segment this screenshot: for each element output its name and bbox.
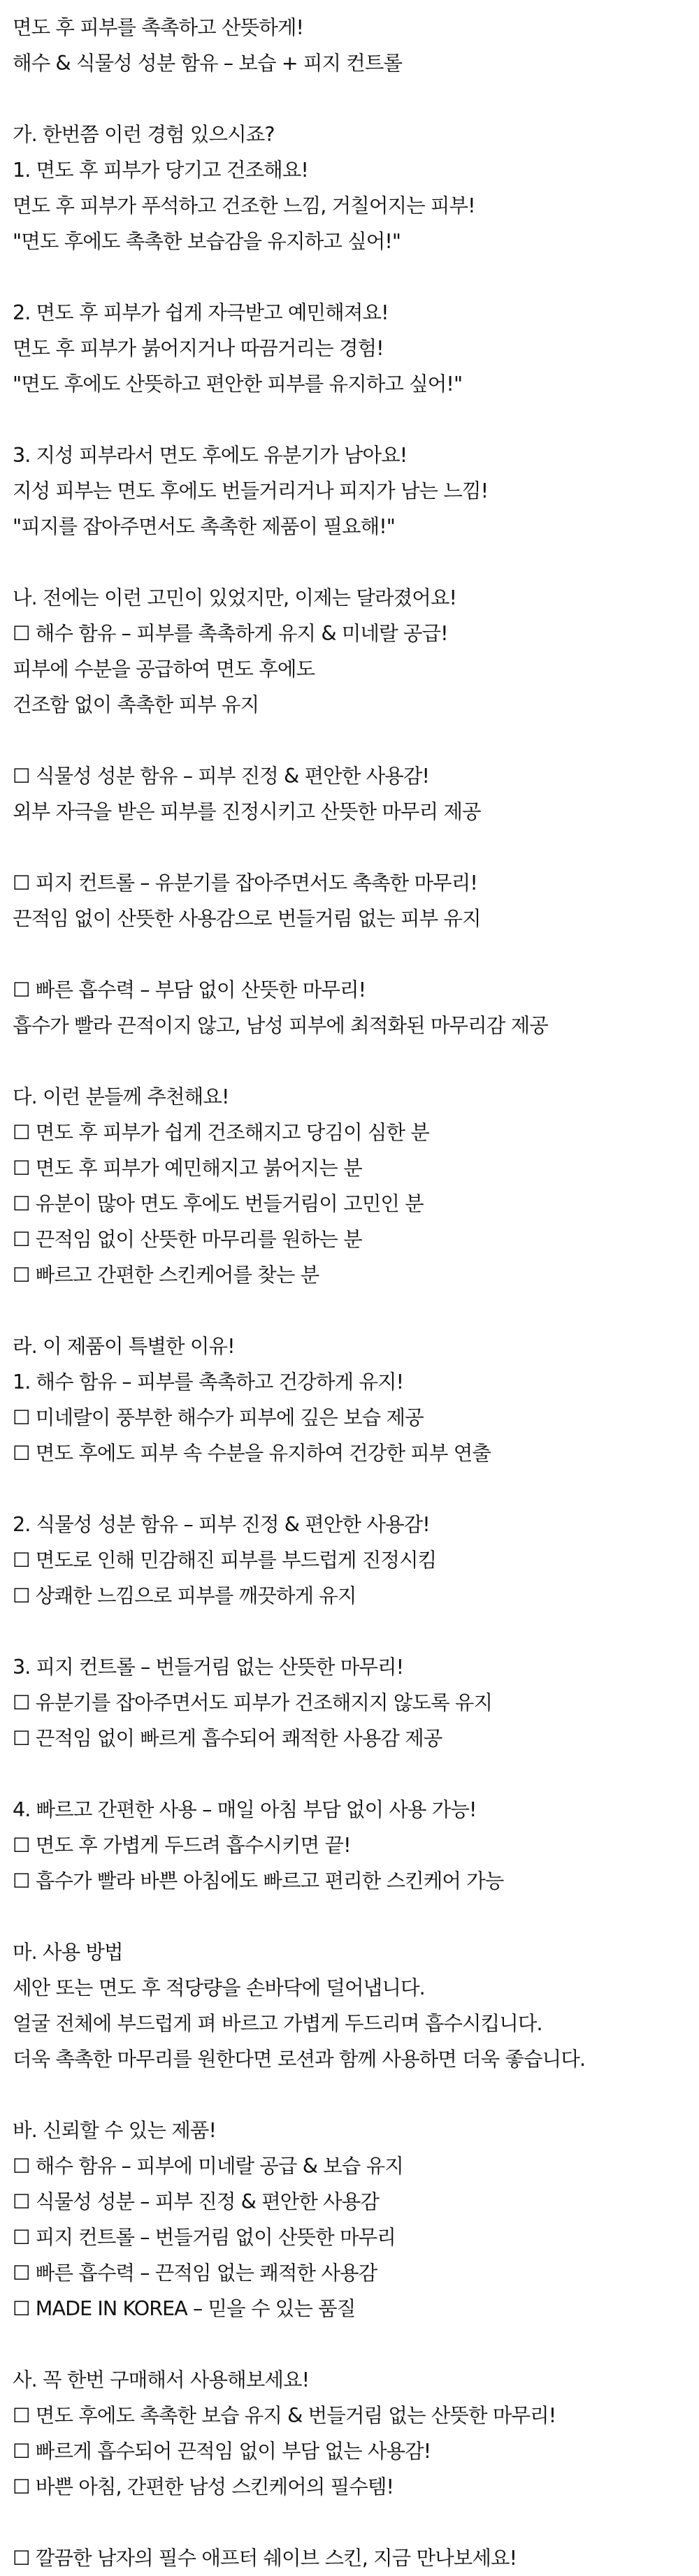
list-item: ☐ 빠른 흡수력 – 끈적임 없는 쾌적한 사용감 xyxy=(13,2262,377,2285)
section-ga-p3-quote: "피지를 잡아주면서도 촉촉한 제품이 필요해!" xyxy=(13,515,395,538)
list-item: ☐ 면도 후 피부가 쉽게 건조해지고 당김이 심한 분 xyxy=(13,1121,429,1144)
section-ba-heading: 바. 신뢰할 수 있는 제품! xyxy=(13,2119,217,2142)
section-ga-p2-text: 면도 후 피부가 붉어지거나 따끔거리는 경험! xyxy=(13,337,384,360)
spacer xyxy=(13,259,699,295)
section-na-p4-title: ☐ 빠른 흡수력 – 부담 없이 산뜻한 마무리! xyxy=(13,978,366,1001)
section-na-heading: 나. 전에는 이런 고민이 있었지만, 이제는 달라졌어요! xyxy=(13,586,457,609)
section-ra-p4-title: 4. 빠르고 간편한 사용 – 매일 아침 부담 없이 사용 가능! xyxy=(13,1798,477,1821)
spacer xyxy=(13,2505,699,2540)
list-item: ☐ 흡수가 빨라 바쁜 아침에도 빠르고 편리한 스킨케어 가능 xyxy=(13,1869,504,1893)
section-na-p1-title: ☐ 해수 함유 – 피부를 촉촉하게 유지 & 미네랄 공급! xyxy=(13,622,448,645)
list-item: ☐ 상쾌한 느낌으로 피부를 깨끗하게 유지 xyxy=(13,1584,356,1607)
section-ga-p1-text: 면도 후 피부가 푸석하고 건조한 느낌, 거칠어지는 피부! xyxy=(13,194,475,217)
section-na-p1-text: 피부에 수분을 공급하여 면도 후에도 xyxy=(13,658,315,681)
section-ga-p3-text: 지성 피부는 면도 후에도 번들거리거나 피지가 남는 느낌! xyxy=(13,479,489,502)
section-na-p1-text: 건조함 없이 촉촉한 피부 유지 xyxy=(13,693,259,716)
spacer xyxy=(13,2327,699,2362)
spacer xyxy=(13,1756,699,1792)
section-da-heading: 다. 이런 분들께 추천해요! xyxy=(13,1085,229,1108)
spacer xyxy=(13,544,699,580)
spacer xyxy=(13,81,699,117)
list-item: ☐ 면도로 인해 민감해진 피부를 부드럽게 진정시킴 xyxy=(13,1549,437,1572)
spacer xyxy=(13,936,699,972)
section-ga-p3-title: 3. 지성 피부라서 면도 후에도 유분기가 남아요! xyxy=(13,444,408,467)
intro-title: 면도 후 피부를 촉촉하고 산뜻하게! xyxy=(13,16,303,39)
section-na-p4-text: 흡수가 빨라 끈적이지 않고, 남성 피부에 최적화된 마무리감 제공 xyxy=(13,1014,548,1037)
list-item: ☐ 끈적임 없이 산뜻한 마무리를 원하는 분 xyxy=(13,1228,362,1251)
section-ra-p1-title: 1. 해수 함유 – 피부를 촉촉하고 건강하게 유지! xyxy=(13,1370,404,1394)
spacer xyxy=(13,1899,699,1934)
usage-step: 더욱 촉촉한 마무리를 원한다면 로션과 함께 사용하면 더욱 좋습니다. xyxy=(13,2048,586,2071)
list-item: ☐ 빠르고 간편한 스킨케어를 찾는 분 xyxy=(13,1264,319,1287)
list-item: ☐ 면도 후에도 촉촉한 보습 유지 & 번들거림 없는 산뜻한 마무리! xyxy=(13,2404,556,2427)
section-na-p2-text: 외부 자극을 받은 피부를 진정시키고 산뜻한 마무리 제공 xyxy=(13,800,481,823)
section-sa-heading: 사. 꼭 한번 구매해서 사용해보세요! xyxy=(13,2368,310,2392)
section-na-p2-title: ☐ 식물성 성분 함유 – 피부 진정 & 편안한 사용감! xyxy=(13,765,430,788)
section-ra-heading: 라. 이 제품이 특별한 이유! xyxy=(13,1335,235,1358)
section-na-p3-title: ☐ 피지 컨트롤 – 유분기를 잡아주면서도 촉촉한 마무리! xyxy=(13,871,477,895)
spacer xyxy=(13,1043,699,1079)
spacer xyxy=(13,402,699,437)
section-ga-p2-quote: "면도 후에도 산뜻하고 편안한 피부를 유지하고 싶어!" xyxy=(13,372,463,396)
section-ga-heading: 가. 한번쯤 이런 경험 있으시죠? xyxy=(13,123,275,146)
spacer xyxy=(13,1614,699,1649)
list-item: ☐ 빠르게 흡수되어 끈적임 없이 부담 없는 사용감! xyxy=(13,2440,431,2463)
spacer xyxy=(13,830,699,865)
list-item: ☐ 면도 후에도 피부 속 수분을 유지하여 건강한 피부 연출 xyxy=(13,1442,491,1465)
list-item: ☐ 유분이 많아 면도 후에도 번들거림이 고민인 분 xyxy=(13,1192,424,1215)
list-item: ☐ 해수 함유 – 피부에 미네랄 공급 & 보습 유지 xyxy=(13,2155,403,2178)
spacer xyxy=(13,723,699,758)
section-ga-p1-quote: "면도 후에도 촉촉한 보습감을 유지하고 싶어!" xyxy=(13,230,401,253)
list-item: ☐ 끈적임 없이 빠르게 흡수되어 쾌적한 사용감 제공 xyxy=(13,1727,442,1750)
intro-subtitle: 해수 & 식물성 성분 함유 – 보습 + 피지 컨트롤 xyxy=(13,52,403,75)
closing-line: ☐ 깔끔한 남자의 필수 애프터 쉐이브 스킨, 지금 만나보세요! xyxy=(13,2547,517,2570)
spacer xyxy=(13,2077,699,2113)
list-item: ☐ MADE IN KOREA – 믿을 수 있는 품질 xyxy=(13,2297,356,2320)
list-item: ☐ 미네랄이 풍부한 해수가 피부에 깊은 보습 제공 xyxy=(13,1406,424,1429)
list-item: ☐ 피지 컨트롤 – 번들거림 없이 산뜻한 마무리 xyxy=(13,2226,396,2249)
section-na-p3-text: 끈적임 없이 산뜻한 사용감으로 번들거림 없는 피부 유지 xyxy=(13,907,481,930)
usage-step: 세안 또는 면도 후 적당량을 손바닥에 덜어냅니다. xyxy=(13,1976,425,1999)
list-item: ☐ 면도 후 가볍게 두드려 흡수시키면 끝! xyxy=(13,1834,351,1857)
section-ga-p1-title: 1. 면도 후 피부가 당기고 건조해요! xyxy=(13,159,308,182)
list-item: ☐ 바쁜 아침, 간편한 남성 스킨케어의 필수템! xyxy=(13,2475,394,2498)
list-item: ☐ 식물성 성분 – 피부 진정 & 편안한 사용감 xyxy=(13,2190,380,2213)
list-item: ☐ 유분기를 잡아주면서도 피부가 건조해지지 않도록 유지 xyxy=(13,1691,493,1714)
section-ma-heading: 마. 사용 방법 xyxy=(13,1941,123,1964)
section-ra-p2-title: 2. 식물성 성분 함유 – 피부 진정 & 편안한 사용감! xyxy=(13,1513,430,1536)
usage-step: 얼굴 전체에 부드럽게 펴 바르고 가볍게 두드리며 흡수시킵니다. xyxy=(13,2012,542,2035)
spacer xyxy=(13,1293,699,1329)
section-ga-p2-title: 2. 면도 후 피부가 쉽게 자극받고 예민해져요! xyxy=(13,301,389,324)
section-ra-p3-title: 3. 피지 컨트롤 – 번들거림 없는 산뜻한 마무리! xyxy=(13,1656,404,1679)
spacer xyxy=(13,1471,699,1507)
list-item: ☐ 면도 후 피부가 예민해지고 붉어지는 분 xyxy=(13,1157,362,1180)
